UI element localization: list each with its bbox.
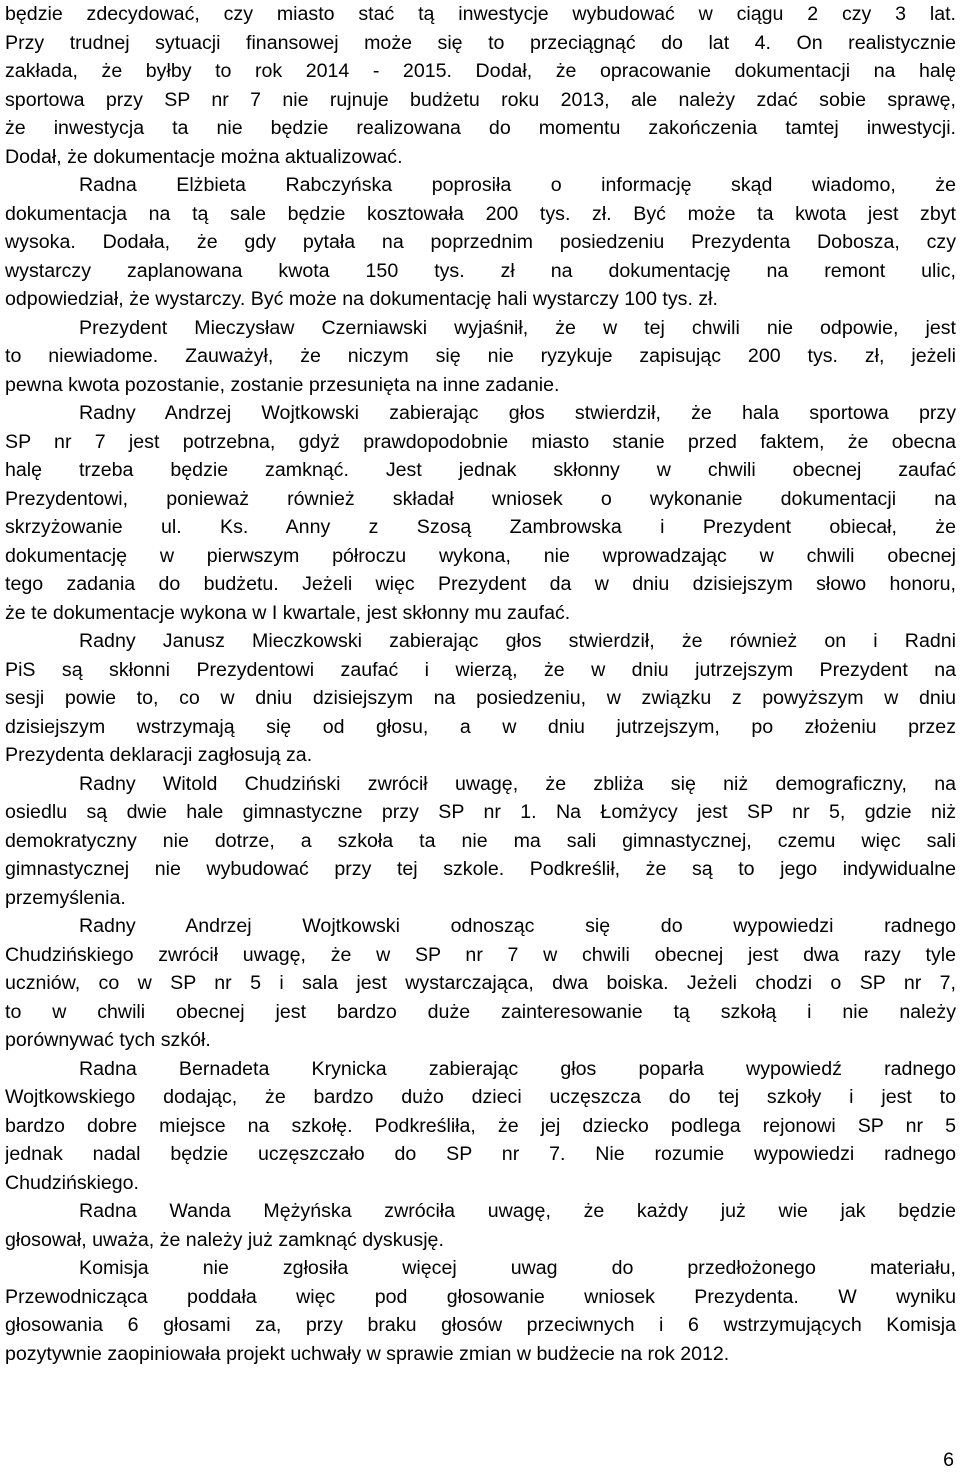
text-line: to niewiadome. Zauważył, że niczym się nie ryzykuje zapisując 200 tys. zł, jeżeli: [5, 345, 956, 367]
text-line: przemyślenia.: [5, 886, 126, 909]
text-line: głosował, uważa, że należy już zamknąć dyskusję.: [5, 1228, 444, 1251]
text-line: dzisiejszym wstrzymają się od głosu, a w dniu jutrzejszym, po złożeniu przez: [5, 715, 956, 738]
text-line: bardzo dobre miejsce na szkołę. Podkreśliła, że jej dziecko podlega rejonowi SP nr 5: [5, 1114, 956, 1137]
text-line: demokratyczny nie dotrze, a szkoła ta nie ma sali gimnastycznej, czemu więc sali: [5, 829, 956, 852]
text-line: będzie zdecydować, czy miasto stać tą inwestycje wybudować w ciągu 2 czy 3 lat.: [5, 3, 956, 25]
text-line: jednak nadal będzie uczęszczało do SP nr 7. Nie rozumie wypowiedzi radnego: [5, 1143, 956, 1165]
text-line: Radny Andrzej Wojtkowski zabierając głos stwierdził, że hala sportowa przy: [79, 402, 956, 424]
text-line: Radna Bernadeta Krynicka zabierając głos poparła wypowiedź radnego: [79, 1057, 956, 1080]
text-line: wysoka. Dodała, że gdy pytała na poprzednim posiedzeniu Prezydenta Dobosza, czy: [5, 231, 956, 253]
text-line: głosowania 6 głosami za, przy braku głosów przeciwnych i 6 wstrzymujących Komisja: [5, 1314, 956, 1336]
text-line: Radna Elżbieta Rabczyńska poprosiła o informację skąd wiadomo, że: [79, 174, 956, 196]
text-line: Chudzińskiego zwrócił uwagę, że w SP nr 7 w chwili obecnej jest dwa razy tyle: [5, 943, 956, 966]
text-line: Chudzińskiego.: [5, 1171, 139, 1194]
text-line: SP nr 7 jest potrzebna, gdyż prawdopodobnie miasto stanie przed faktem, że obecna: [5, 430, 956, 453]
page-number: 6: [943, 1449, 954, 1471]
text-line: tego zadania do budżetu. Jeżeli więc Prezydent da w dniu dzisiejszym słowo honoru,: [5, 573, 956, 595]
text-line: zakłada, że byłby to rok 2014 - 2015. Dodał, że opracowanie dokumentacji na halę: [5, 60, 956, 82]
text-line: Przy trudnej sytuacji finansowej może się to przeciągnąć do lat 4. On realistycznie: [5, 31, 956, 54]
text-line: halę trzeba będzie zamknąć. Jest jednak skłonny w chwili obecnej zaufać: [5, 459, 956, 481]
text-line: pozytywnie zaopiniowała projekt uchwały w sprawie zmian w budżecie na rok 2012.: [5, 1342, 730, 1365]
text-line: Komisja nie zgłosiła więcej uwag do przedłożonego materiału,: [79, 1257, 956, 1279]
text-line: skrzyżowanie ul. Ks. Anny z Szosą Zambrowska i Prezydent obiecał, że: [5, 516, 956, 538]
text-line: Dodał, że dokumentacje można aktualizować.: [5, 145, 403, 168]
text-line: Radny Janusz Mieczkowski zabierając głos stwierdził, że również on i Radni: [79, 630, 956, 652]
text-line: Radny Andrzej Wojtkowski odnosząc się do wypowiedzi radnego: [79, 915, 956, 937]
text-line: Prezydentowi, ponieważ również składał wniosek o wykonanie dokumentacji na: [5, 487, 956, 510]
text-line: Wojtkowskiego dodając, że bardzo dużo dzieci uczęszcza do tej szkoły i jest to: [5, 1086, 956, 1108]
text-line: to w chwili obecnej jest bardzo duże zainteresowanie tą szkołą i nie należy: [5, 1000, 956, 1023]
text-line: Radny Witold Chudziński zwrócił uwagę, że zbliża się niż demograficzny, na: [79, 772, 956, 795]
text-line: osiedlu są dwie hale gimnastyczne przy SP nr 1. Na Łomżycy jest SP nr 5, gdzie niż: [5, 801, 956, 823]
text-line: pewna kwota pozostanie, zostanie przesunięta na inne zadanie.: [5, 373, 560, 396]
text-line: sesji powie to, co w dniu dzisiejszym na posiedzeniu, w związku z powyższym w dniu: [5, 687, 956, 709]
text-line: że inwestycja ta nie będzie realizowana do momentu zakończenia tamtej inwestycji.: [5, 117, 956, 139]
text-line: Przewodnicząca poddała więc pod głosowanie wniosek Prezydenta. W wyniku: [5, 1285, 956, 1308]
text-line: dokumentację w pierwszym półroczu wykona, nie wprowadzając w chwili obecnej: [5, 544, 956, 567]
text-line: uczniów, co w SP nr 5 i sala jest wystarczająca, dwa boiska. Jeżeli chodzi o SP nr 7,: [5, 972, 956, 994]
text-line: odpowiedział, że wystarczy. Być może na dokumentację hali wystarczy 100 tys. zł.: [5, 288, 718, 310]
text-line: gimnastycznej nie wybudować przy tej szkole. Podkreślił, że są to jego indywidualne: [5, 858, 956, 880]
text-line: dokumentacja na tą sale będzie kosztowała 200 tys. zł. Być może ta kwota jest zbyt: [5, 202, 956, 225]
text-line: porównywać tych szkół.: [5, 1029, 211, 1051]
document-page: [5, 0, 956, 1368]
text-line: PiS są skłonni Prezydentowi zaufać i wierzą, że w dniu jutrzejszym Prezydent na: [5, 658, 956, 681]
text-line: sportowa przy SP nr 7 nie rujnuje budżetu roku 2013, ale należy zdać sobie sprawę,: [5, 88, 956, 111]
text-line: że te dokumentacje wykona w I kwartale, jest skłonny mu zaufać.: [5, 601, 571, 624]
text-line: Prezydent Mieczysław Czerniawski wyjaśnił, że w tej chwili nie odpowie, jest: [79, 316, 956, 339]
text-line: Prezydenta deklaracji zagłosują za.: [5, 744, 313, 766]
text-line: Radna Wanda Mężyńska zwróciła uwagę, że każdy już wie jak będzie: [79, 1200, 956, 1222]
text-line: wystarczy zaplanowana kwota 150 tys. zł na dokumentację na remont ulic,: [5, 259, 956, 282]
